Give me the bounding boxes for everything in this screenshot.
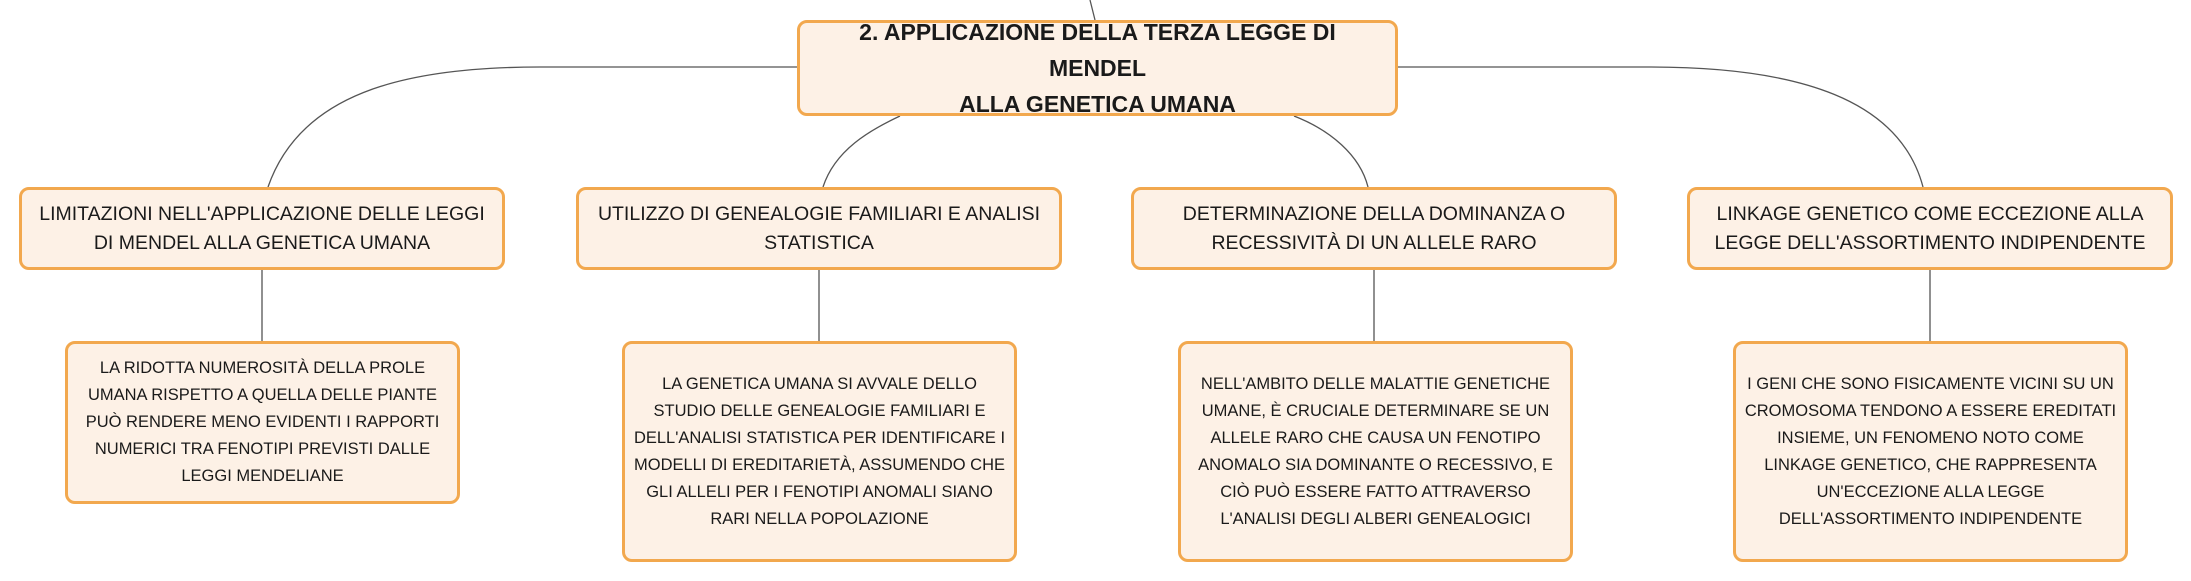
- branch-node-genealogie[interactable]: [576, 187, 1062, 270]
- root-node[interactable]: [797, 20, 1398, 116]
- leaf-text: NELL'AMBITO DELLE MALATTIE GENETICHE UMANE, È CRUCIALE DETERMINARE SE UN ALLELE RARO CHE CAUSA UN FENOTIPO ANOMALO SIA DOMINANTE O RECESSIVO, E CIÒ PUÒ ESSERE FATTO ATTRAVERSO L'ANALISI DEGLI ALBERI GENEALOGICI: [1198, 374, 1553, 528]
- branch-title: LIMITAZIONI NELL'APPLICAZIONE DELLE LEGGI DI MENDEL ALLA GENETICA UMANA: [39, 202, 485, 254]
- leaf-node-linkage[interactable]: [1733, 341, 2128, 562]
- branch-title: UTILIZZO DI GENEALOGIE FAMILIARI E ANALISI STATISTICA: [597, 202, 1041, 254]
- root-title-line-1: 2. APPLICAZIONE DELLA TERZA LEGGE DI MENDEL: [859, 19, 1336, 81]
- connector-root-branch-2: [823, 116, 900, 187]
- branch-node-linkage[interactable]: [1687, 187, 2173, 270]
- leaf-node-dominanza[interactable]: [1178, 341, 1573, 562]
- connector-root-branch-4: [1398, 67, 1923, 187]
- leaf-node-genealogie[interactable]: [622, 341, 1017, 562]
- branch-title: DETERMINAZIONE DELLA DOMINANZA O RECESSIVITÀ DI UN ALLELE RARO: [1182, 202, 1566, 254]
- leaf-text: LA RIDOTTA NUMEROSITÀ DELLA PROLE UMANA RISPETTO A QUELLA DELLE PIANTE PUÒ RENDERE MENO EVIDENTI I RAPPORTI NUMERICI TRA FENOTIPI PREVISTI DALLE LEGGI MENDELIANE: [85, 359, 440, 485]
- root-title-line-2: ALLA GENETICA UMANA: [959, 91, 1236, 117]
- leaf-text: LA GENETICA UMANA SI AVVALE DELLO STUDIO DELLE GENEALOGIE FAMILIARI E DELL'ANALISI STATISTICA PER IDENTIFICARE I MODELLI DI EREDITARIETÀ, ASSUMENDO CHE GLI ALLELI PER I FENOTIPI ANOMALI SIANO RARI NELLA POPOLAZIONE: [633, 374, 1006, 528]
- leaf-node-limitazioni[interactable]: [65, 341, 460, 504]
- branch-title: LINKAGE GENETICO COME ECCEZIONE ALLA LEGGE DELL'ASSORTIMENTO INDIPENDENTE: [1714, 202, 2146, 254]
- leaf-text: I GENI CHE SONO FISICAMENTE VICINI SU UN CROMOSOMA TENDONO A ESSERE EREDITATI INSIEME, UN FENOMENO NOTO COME LINKAGE GENETICO, CHE RAPPRESENTA UN'ECCEZIONE ALLA LEGGE DELL'ASSORTIMENTO INDIPENDENTE: [1744, 374, 2117, 528]
- branch-node-dominanza[interactable]: [1131, 187, 1617, 270]
- connector-root-branch-1: [268, 67, 797, 187]
- branch-node-limitazioni[interactable]: [19, 187, 505, 270]
- connector-root-branch-3: [1294, 116, 1368, 187]
